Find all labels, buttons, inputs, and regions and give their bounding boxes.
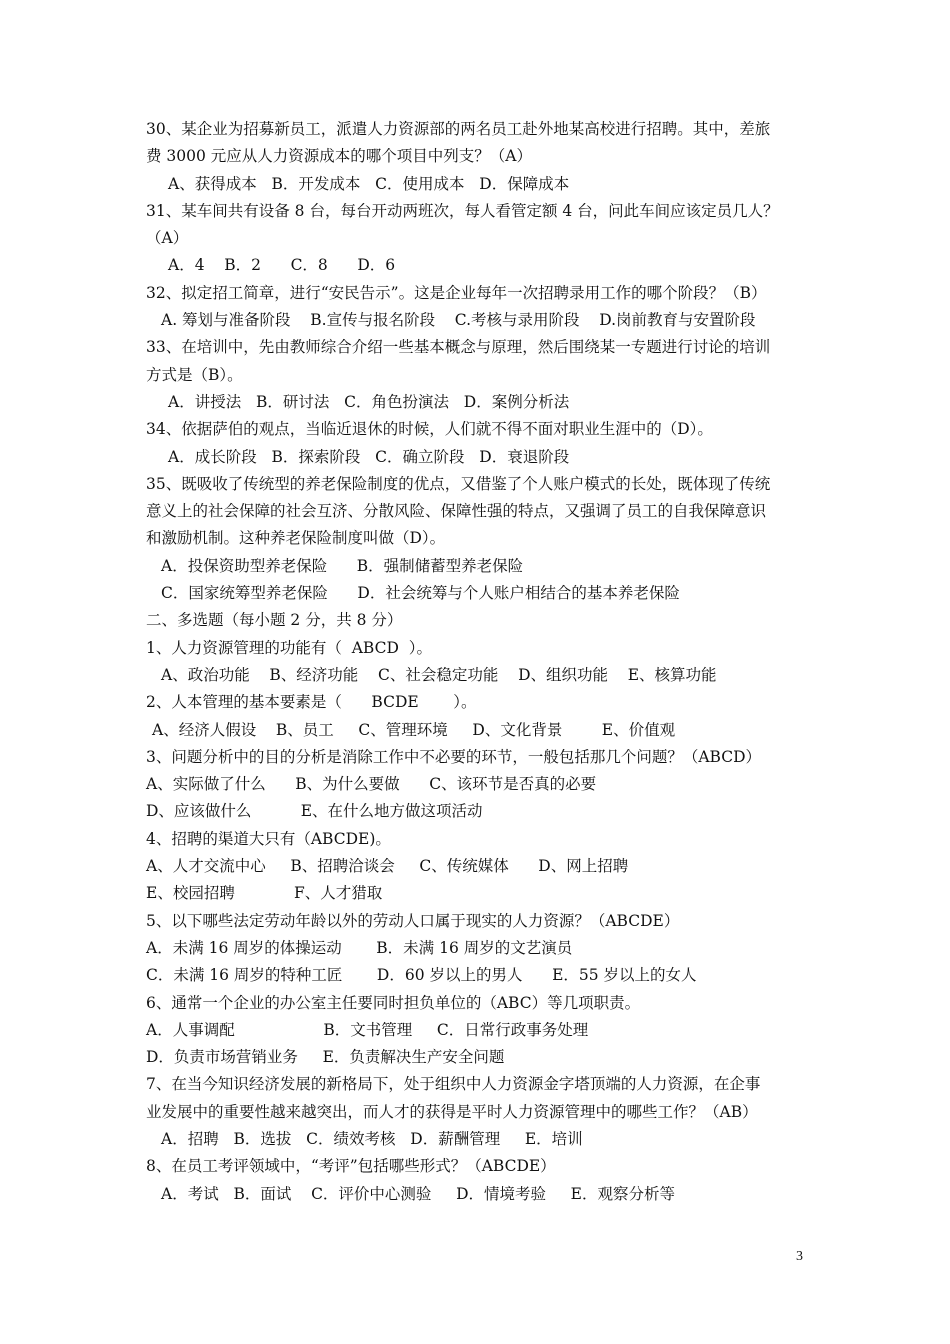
question-30-line-1: 30、某企业为招募新员工，派遣人力资源部的两名员工赴外地某高校进行招聘。其中，差旅 [146,120,771,138]
question-30-options: A、获得成本 B．开发成本 C．使用成本 D．保障成本 [168,174,570,193]
mc-question-5: 5、以下哪些法定劳动年龄以外的劳动人口属于现实的人力资源？（ABCDE） [146,911,680,930]
mc-question-4-options-1: A、人才交流中心 B、招聘洽谈会 C、传统媒体 D、网上招聘 [146,857,629,876]
mc-question-2: 2、人本管理的基本要素是（ BCDE ）。 [146,693,477,712]
mc-question-4: 4、招聘的渠道大只有（ABCDE)。 [146,829,391,848]
page-number: 3 [796,1249,803,1264]
question-35-line-1: 35、既吸收了传统型的养老保险制度的优点，又借鉴了个人账户模式的长处，既体现了传统 [146,474,771,493]
question-35-options-2: C．国家统筹型养老保险 D．社会统筹与个人账户相结合的基本养老保险 [161,584,680,603]
question-35-options-1: A．投保资助型养老保险 B．强制储蓄型养老保险 [161,556,524,575]
mc-question-3-options-1: A、实际做了什么 B、为什么要做 C、该环节是否真的必要 [146,775,597,794]
mc-question-8-options: A．考试 B．面试 C．评价中心测验 D．情境考验 E．观察分析等 [161,1184,675,1203]
mc-question-6-options-1: A．人事调配 B．文书管理 C．日常行政事务处理 [146,1020,589,1039]
question-32-options: A. 筹划与准备阶段 B.宣传与报名阶段 C.考核与录用阶段 D.岗前教育与安置阶段 [161,311,756,330]
question-35-line-2: 意义上的社会保障的社会互济、分散风险、保障性强的特点，又强调了员工的自我保障意识 [146,502,767,521]
question-34-options: A．成长阶段 B．探索阶段 C．确立阶段 D．衰退阶段 [168,447,570,466]
mc-question-7-options: A．招聘 B．选拔 C．绩效考核 D．薪酬管理 E．培训 [161,1129,583,1148]
mc-question-1-options: A、政治功能 B、经济功能 C、社会稳定功能 D、组织功能 E、核算功能 [161,665,717,684]
mc-question-4-options-2: E、校园招聘 F、人才猎取 [146,884,383,903]
section-heading-multiple-choice: 二、多选题（每小题 2 分，共 8 分） [146,611,403,630]
question-34-line-1: 34、依据萨伯的观点，当临近退休的时候，人们就不得不面对职业生涯中的（D）。 [146,420,713,439]
mc-question-7-line-1: 7、在当今知识经济发展的新格局下，处于组织中人力资源金字塔顶端的人力资源，在企事 [146,1075,761,1094]
mc-question-2-options: A、经济人假设 B、员工 C、管理环境 D、文化背景 E、价值观 [152,720,676,739]
question-31-line-2: （A） [146,229,189,248]
question-32-line-1: 32、拟定招工简章，进行“安民告示”。这是企业每年一次招聘录用工作的哪个阶段？（B） [146,283,767,302]
question-35-line-3: 和激励机制。这种养老保险制度叫做（D）。 [146,529,446,548]
mc-question-1: 1、人力资源管理的功能有（ ABCD ）。 [146,638,432,657]
mc-question-3-options-2: D、应该做什么 E、在什么地方做这项活动 [146,802,483,821]
mc-question-3: 3、问题分析中的目的分析是消除工作中不必要的环节，一般包括那几个问题？（ABCD） [146,747,762,766]
mc-question-6-options-2: D．负责市场营销业务 E．负责解决生产安全问题 [146,1048,505,1067]
question-33-options: A．讲授法 B．研讨法 C．角色扮演法 D．案例分析法 [168,392,570,411]
mc-question-5-options-1: A．未满 16 周岁的体操运动 B．未满 16 周岁的文艺演员 [146,938,573,957]
document-body [146,116,811,1208]
mc-question-6: 6、通常一个企业的办公室主任要同时担负单位的（ABC）等几项职责。 [146,993,641,1012]
question-31-options: A．4 B．2 C．8 D．6 [168,256,396,275]
question-30-line-2: 费 3000 元应从人力资源成本的哪个项目中列支？（A） [146,147,532,166]
mc-question-7-line-2: 业发展中的重要性越来越突出，而人才的获得是平时人力资源管理中的哪些工作？（AB） [146,1102,758,1121]
mc-question-5-options-2: C．未满 16 周岁的特种工匠 D．60 岁以上的男人 E．55 岁以上的女人 [146,966,697,985]
question-33-line-2: 方式是（B）。 [146,365,243,384]
question-33-line-1: 33、在培训中，先由教师综合介绍一些基本概念与原理，然后围绕某一专题进行讨论的培训 [146,338,771,357]
mc-question-8: 8、在员工考评领域中，“考评”包括哪些形式？（ABCDE） [146,1157,556,1176]
question-31-line-1: 31、某车间共有设备 8 台，每台开动两班次，每人看管定额 4 台，问此车间应该定员几人？ [146,201,779,220]
